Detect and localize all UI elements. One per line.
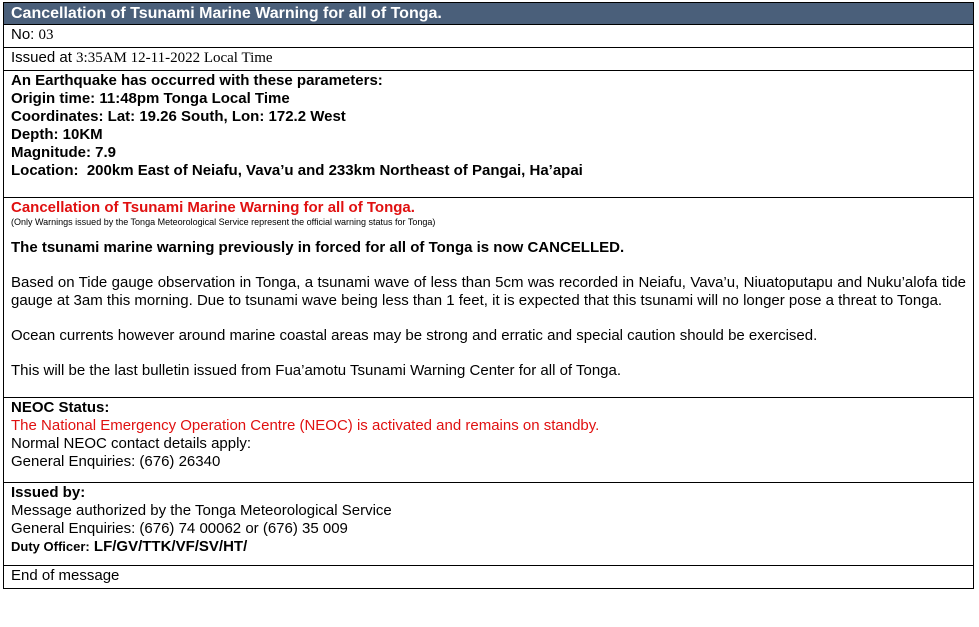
end-of-message: End of message xyxy=(4,565,973,588)
coordinates: Coordinates: Lat: 19.26 South, Lon: 172.2 West xyxy=(11,108,346,125)
neoc-enquiries: General Enquiries: (676) 26340 xyxy=(11,453,221,470)
issued-time-row xyxy=(4,47,973,70)
last-bulletin-note: This will be the last bulletin issued from Fua’amotu Tsunami Warning Center for all of Tonga. xyxy=(11,362,622,379)
neoc-contact-note: Normal NEOC contact details apply: xyxy=(11,435,252,452)
bulletin-number-row xyxy=(4,24,973,47)
issued-time-value: 3:35AM 12-11-2022 Local Time xyxy=(76,50,273,66)
cancellation-statement: The tsunami marine warning previously in forced for all of Tonga is now CANCELLED. xyxy=(11,239,625,256)
earthquake-parameters xyxy=(4,70,973,197)
duty-officer-line xyxy=(11,538,966,556)
issuing-authority: Message authorized by the Tonga Meteorological Service xyxy=(11,502,392,519)
magnitude: Magnitude: 7.9 xyxy=(11,144,117,161)
issued-by-heading: Issued by: xyxy=(11,484,86,501)
bulletin-title: Cancellation of Tsunami Marine Warning for all of Tonga. xyxy=(4,3,973,24)
issued-time-label: Issued at xyxy=(11,49,72,66)
ocean-currents-caution: Ocean currents however around marine coastal areas may be strong and erratic and special caution should be exercised. xyxy=(11,327,818,344)
tsunami-bulletin xyxy=(3,2,974,589)
earthquake-intro: An Earthquake has occurred with these parameters: xyxy=(11,72,383,89)
neoc-status-section xyxy=(4,397,973,482)
duty-officer-label: Duty Officer: xyxy=(11,539,90,554)
bulletin-number-value: 03 xyxy=(38,27,54,43)
cancellation-heading: Cancellation of Tsunami Marine Warning for all of Tonga. xyxy=(11,199,415,216)
official-status-note: (Only Warnings issued by the Tonga Meteorological Service represent the official warning status for Tonga) xyxy=(11,217,436,227)
issued-by-section xyxy=(4,482,973,565)
cancellation-section xyxy=(4,197,973,397)
location: Location: 200km East of Neiafu, Vava’u and 233km Northeast of Pangai, Ha’apai xyxy=(11,162,583,179)
neoc-heading: NEOC Status: xyxy=(11,399,110,416)
bulletin-number-label: No: xyxy=(11,26,35,43)
depth: Depth: 10KM xyxy=(11,126,103,143)
origin-time: Origin time: 11:48pm Tonga Local Time xyxy=(11,90,290,107)
neoc-status: The National Emergency Operation Centre (NEOC) is activated and remains on standby. xyxy=(11,417,600,434)
issuer-enquiries: General Enquiries: (676) 74 00062 or (676) 35 009 xyxy=(11,520,348,537)
duty-officer-initials: LF/GV/TTK/VF/SV/HT/ xyxy=(93,538,248,555)
tide-gauge-observation: Based on Tide gauge observation in Tonga, a tsunami wave of less than 5cm was recorded in Neiafu, Vava’u, Niuatoputapu and Nuku’alofa tide gauge at 3am this morning. Due to tsunami wave being less than 1 feet, it is expected that this tsunami will no longer pose a threat to Tonga. xyxy=(11,274,966,309)
